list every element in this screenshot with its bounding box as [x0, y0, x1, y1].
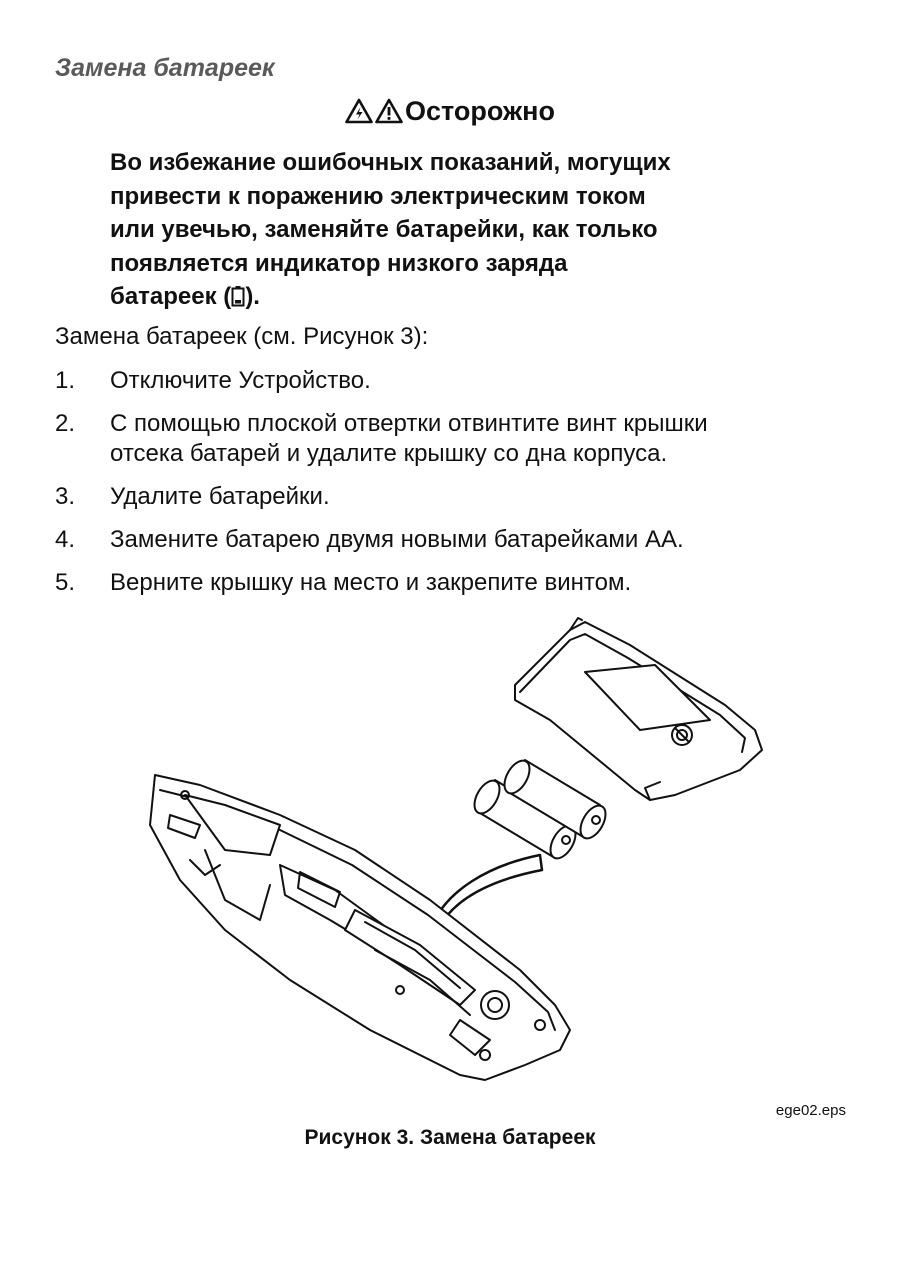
warning-line-end: ).	[245, 283, 260, 311]
step-line: Удалите батарейки.	[110, 483, 330, 510]
warning-line-last	[110, 280, 790, 314]
step-number: 3.	[55, 483, 76, 510]
step-number: 2.	[55, 410, 76, 437]
electric-shock-warning-icon	[345, 98, 373, 124]
step-text	[110, 366, 875, 396]
step-line: Отключите Устройство.	[110, 367, 371, 394]
step-item	[55, 482, 875, 512]
step-number: 4.	[55, 526, 76, 553]
steps-list	[55, 366, 875, 611]
warning-heading	[0, 96, 900, 127]
warning-line-start: батареек (	[110, 283, 232, 311]
step-item	[55, 409, 875, 469]
step-item	[55, 366, 875, 396]
step-text	[110, 482, 875, 512]
figure-caption: Рисунок 3. Замена батареек	[304, 1126, 596, 1149]
step-text	[110, 568, 875, 598]
warning-text	[110, 146, 790, 314]
step-line: С помощью плоской отвертки отвинтите винт крышки	[110, 410, 708, 437]
step-line: Замените батарею двумя новыми батарейками AA.	[110, 526, 684, 553]
step-line: отсека батарей и удалите крышку со дна корпуса.	[110, 440, 668, 467]
battery-replacement-illustration	[130, 610, 790, 1100]
intro-text: Замена батареек (см. Рисунок 3):	[55, 323, 429, 350]
warning-line: появляется индикатор низкого заряда	[110, 249, 568, 277]
aa-batteries	[469, 756, 610, 862]
warning-line: Во избежание ошибочных показаний, могущих	[110, 149, 671, 176]
warning-line: привести к поражению электрическим током	[110, 182, 646, 210]
warning-heading-text: Осторожно	[405, 96, 555, 126]
step-line: Верните крышку на место и закрепите винтом.	[110, 569, 632, 596]
warning-triangle-icon	[375, 98, 403, 124]
step-item	[55, 525, 875, 555]
step-text	[110, 525, 875, 555]
step-number: 5.	[55, 569, 76, 596]
low-battery-icon	[231, 285, 245, 307]
step-item	[55, 568, 875, 598]
warning-line: или увечью, заменяйте батарейки, как только	[110, 216, 658, 244]
battery-cover	[515, 618, 762, 800]
section-title: Замена батареек	[55, 54, 275, 82]
step-number: 1.	[55, 367, 76, 394]
step-text	[110, 409, 875, 469]
figure-file-reference: ege02.eps	[775, 1102, 846, 1119]
